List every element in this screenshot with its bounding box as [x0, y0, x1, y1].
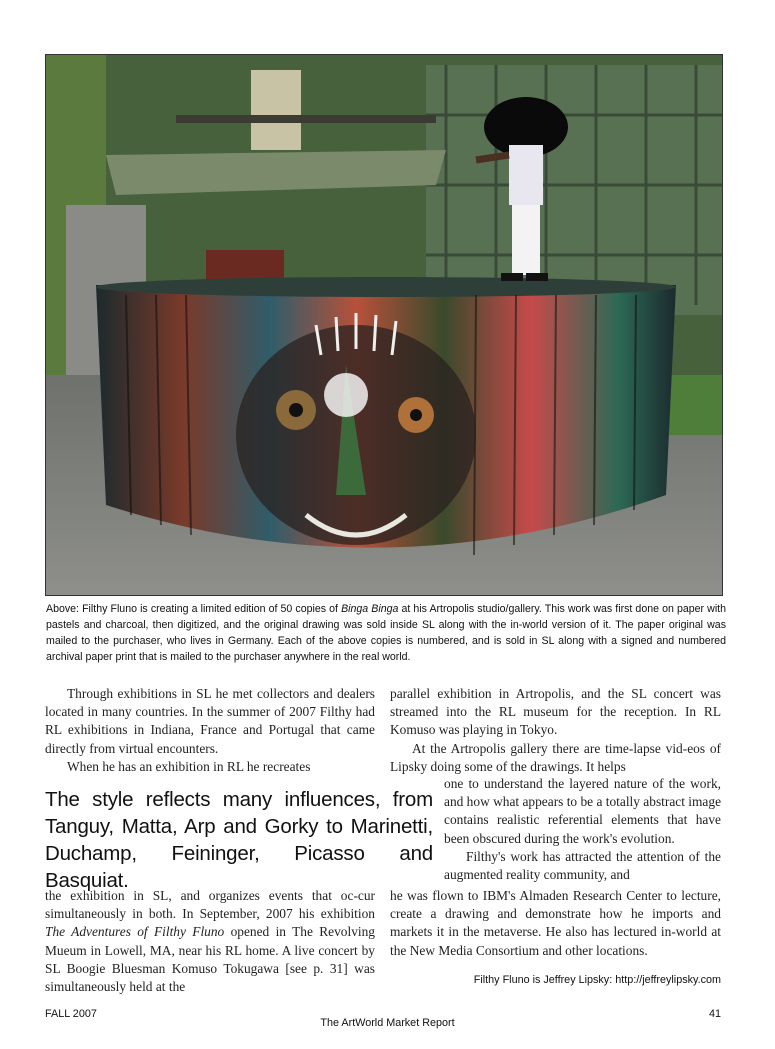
article-photo — [45, 54, 723, 596]
paragraph: At the Artropolis gallery there are time-lapse vid-eos of Lipsky doing some of the drawings. It helps — [390, 740, 721, 774]
paragraph-text: the exhibition in SL, and organizes events that oc-cur simultaneously in both. In September, 2007 his exhibition — [45, 888, 375, 922]
paragraph: parallel exhibition in Artropolis, and the SL concert was streamed into the RL museum for the reception. In RL Komuso was playing in Tokyo. — [390, 686, 721, 738]
caption-artwork-title: Binga Binga — [341, 603, 399, 615]
caption-suffix: at his Artropolis studio/gallery. This work was first done on paper with pastels and charcoal, then digitized, and the original drawing was sold inside SL along with the in-world version of it. The paper original was mailed to the purchaser, who lives in Germany. Each of the above copies is numbered, and is sold in SL along with a signed and numbered archival paper print that is mailed to the purchaser anywhere in the real world. — [46, 603, 727, 663]
caption-prefix: Above: Filthy Fluno is creating a limited edition of 50 copies of — [46, 603, 342, 615]
exhibition-title: The Adventures of Filthy Fluno — [45, 924, 225, 940]
paragraph: Filthy's work has attracted the attention of the augmented reality community, and — [444, 848, 721, 883]
paragraph-text: opened in The Revolving Mueum in Lowell, MA, near his RL home. A live concert by SL Boogie Bluesman Komuso Tokugawa [see p. 31] was simultaneously held at the — [45, 924, 376, 995]
issue-label: FALL 2007 — [45, 1008, 97, 1020]
left-column-lower — [45, 887, 375, 996]
publication-name: The ArtWorld Market Report — [320, 1017, 455, 1029]
author-credit: Filthy Fluno is Jeffrey Lipsky: http://jeffreylipsky.com — [473, 974, 721, 986]
paragraph: one to understand the layered nature of the work, and how what appears to be a totally abstract image contains realistic referential elements that have been obscured during the work's evolution. — [444, 776, 722, 846]
left-column-upper — [45, 685, 375, 776]
paragraph — [45, 887, 375, 996]
pull-quote: The style reflects many influences, from Tanguy, Matta, Arp and Gorky to Marinetti, Duchamp, Feininger, Picasso and Basquiat. — [45, 788, 433, 892]
right-column-lower — [390, 887, 721, 960]
paragraph: When he has an exhibition in RL he recreates — [67, 758, 311, 774]
paragraph: Through exhibitions in SL he met collectors and dealers located in many countries. In the summer of 2007 Filthy had RL exhibitions in Indiana, France and Portugal that came directly from virtual encounters. — [45, 686, 375, 756]
photo-illustration — [46, 55, 722, 595]
right-column-upper — [390, 685, 721, 776]
photo-caption — [46, 601, 726, 665]
paragraph: he was flown to IBM's Almaden Research Center to lecture, create a drawing and demonstrate how he imports and markets it in the metaverse. He also has lectured in-world at the New Media Consortium and other locations. — [390, 888, 721, 958]
right-column-middle — [444, 775, 721, 884]
page-number: 41 — [708, 1008, 721, 1020]
